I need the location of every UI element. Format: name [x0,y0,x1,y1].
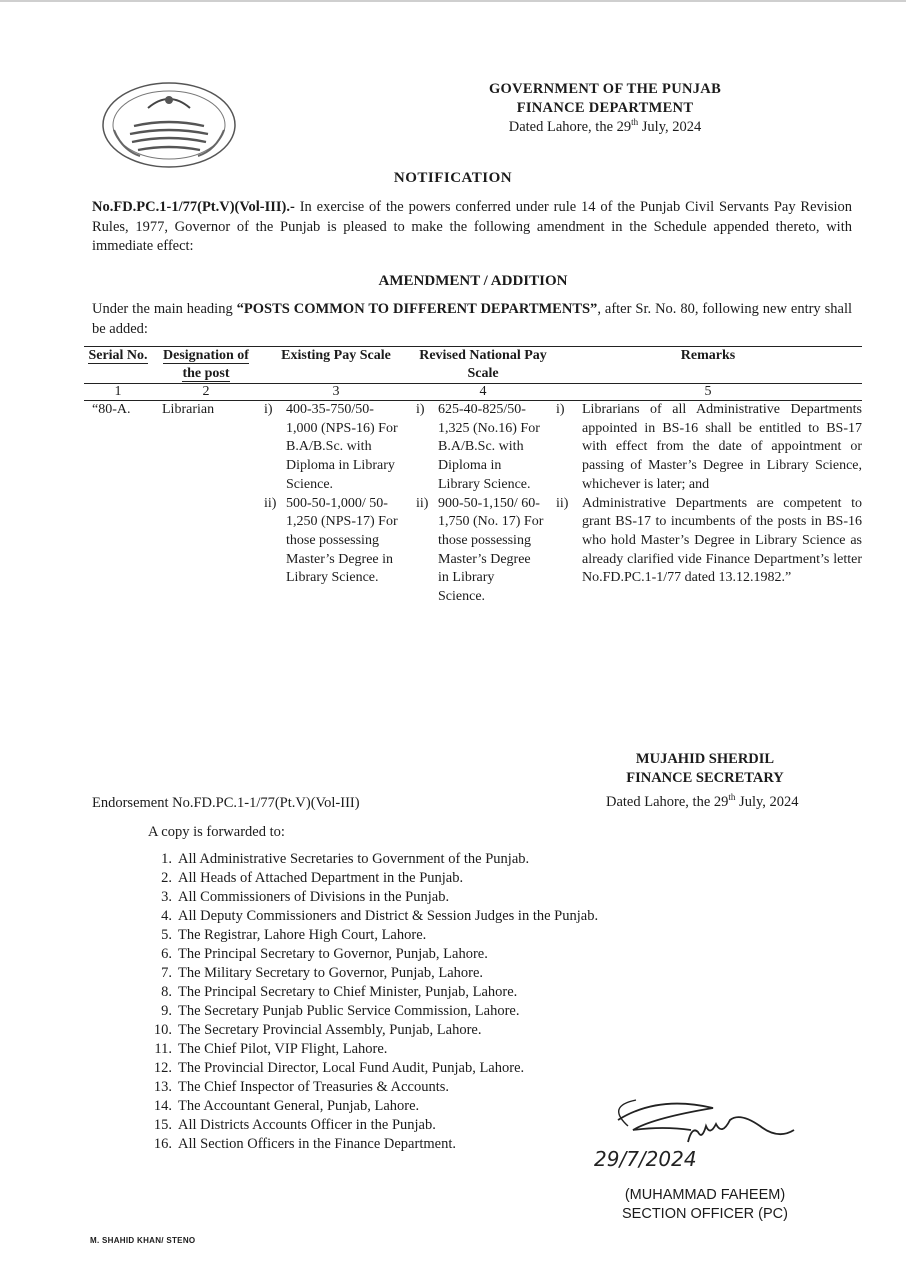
schedule-table [84,346,862,607]
finance-secretary-signature-block [560,750,850,788]
section-officer-signature-block [560,1186,850,1224]
under-heading-paragraph: Under the main heading “POSTS COMMON TO DIFFERENT DEPARTMENTS”, after Sr. No. 80, following new entry shall be added: [92,301,853,337]
intro-paragraph: No.FD.PC.1-1/77(Pt.V)(Vol-III).- In exercise of the powers conferred under rule 14 of the Punjab Civil Servants Pay Revision Rules, 1977, Governor of the Punjab is pleased to make the following amendment in the Schedule appended thereto, with immediate effect: [92,199,852,254]
list-item: 13. The Chief Inspector of Treasuries & Accounts. [153,1079,450,1095]
notification-title: NOTIFICATION [393,170,513,186]
signatory-name: MUJAHID SHERDIL [635,751,775,767]
scan-edge [0,0,906,2]
notification-date: Dated Lahore, the 29th July, 2024 [508,117,702,135]
list-item: 12. The Provincial Director, Local Fund Audit, Punjab, Lahore. [153,1060,525,1076]
list-item: ii) 900-50-1,150/ 60-1,750 (No. 17) For those possessing Master’s Degree in Library Science. [416,495,544,605]
distribution-list [140,850,598,1154]
header-remarks: Remarks [554,347,862,384]
table-row [84,401,862,607]
cell-remarks [554,401,862,607]
handwritten-signature-icon [578,1090,808,1185]
list-item: 4. All Deputy Commissioners and District & Session Judges in the Punjab. [161,908,599,924]
department-name: FINANCE DEPARTMENT [516,100,694,116]
list-item: i) 625-40-825/50-1,325 (No.16) For B.A/B.Sc. with Diploma in Library Science. [416,402,540,492]
list-item: 16. All Section Officers in the Finance Department. [153,1136,456,1152]
header-existing: Existing Pay Scale [260,347,412,384]
list-item: 3. All Commissioners of Divisions in the Punjab. [161,889,450,905]
header-serial: Serial No. [84,347,152,384]
list-item: 15. All Districts Accounts Officer in the Punjab. [153,1117,436,1133]
list-item: 7. The Military Secretary to Governor, Punjab, Lahore. [161,965,484,981]
list-item: 5. The Registrar, Lahore High Court, Lahore. [161,927,427,943]
column-number: 2 [152,384,260,401]
list-item: 2. All Heads of Attached Department in the Punjab. [161,870,464,886]
table-header-row [84,347,862,384]
handwritten-date: 29/7/2024 [594,1147,697,1171]
government-name: GOVERNMENT OF THE PUNJAB [488,81,722,97]
header-revised: Revised National Pay Scale [412,347,554,384]
column-number: 1 [84,384,152,401]
column-number: 4 [412,384,554,401]
notification-reference: No.FD.PC.1-1/77(Pt.V)(Vol-III).- [92,199,295,215]
list-item: i) 400-35-750/50-1,000 (NPS-16) For B.A/B.Sc. with Diploma in Library Science. [264,402,398,492]
letterhead [420,80,790,137]
cell-existing-scale [260,401,412,607]
cell-designation: Librarian [162,402,215,417]
list-item: ii) 500-50-1,000/ 50-1,250 (NPS-17) For those possessing Master’s Degree in Library Science. [264,495,398,586]
list-item: 10. The Secretary Provincial Assembly, Punjab, Lahore. [153,1022,482,1038]
signatory-title: SECTION OFFICER (PC) [622,1206,788,1222]
endorsement-reference: Endorsement No.FD.PC.1-1/77(Pt.V)(Vol-III) [92,795,360,811]
list-item: 9. The Secretary Punjab Public Service Commission, Lahore. [161,1003,520,1019]
punjab-government-seal-icon [100,80,238,170]
list-item: 8. The Principal Secretary to Chief Minister, Punjab, Lahore. [161,984,518,1000]
column-number: 3 [260,384,412,401]
endorsement-date: Dated Lahore, the 29th July, 2024 [606,792,799,810]
signatory-title: FINANCE SECRETARY [626,770,784,786]
list-item: 6. The Principal Secretary to Governor, Punjab, Lahore. [161,946,488,962]
list-item: ii) Administrative Departments are competent to grant BS-17 to incumbents of the posts in BS-16 who hold Master’s Degree in Library Science as already clarified vide Finance Department’s letter No.FD.PC.1-1/77 dated 13.12.1982.” [556,495,862,586]
typist-initials: M. SHAHID KHAN/ STENO [90,1236,196,1245]
header-designation: Designation of the post [152,347,260,384]
amendment-title: AMENDMENT / ADDITION [378,273,568,289]
column-number: 5 [554,384,862,401]
list-item: i) Librarians of all Administrative Departments appointed in BS-16 shall be entitled to BS-17 with effect from the date of appointment or passing of Master’s Degree in Library Science, whichever is later; and [556,402,862,492]
copy-forwarded-line: A copy is forwarded to: [148,824,285,840]
column-number-row [84,384,862,401]
cell-revised-scale [412,401,554,607]
list-item: 1. All Administrative Secretaries to Government of the Punjab. [161,851,530,867]
list-item: 14. The Accountant General, Punjab, Lahore. [153,1098,420,1114]
cell-serial: “80-A. [92,402,131,417]
list-item: 11. The Chief Pilot, VIP Flight, Lahore. [154,1041,388,1057]
signatory-name: (MUHAMMAD FAHEEM) [624,1187,786,1203]
